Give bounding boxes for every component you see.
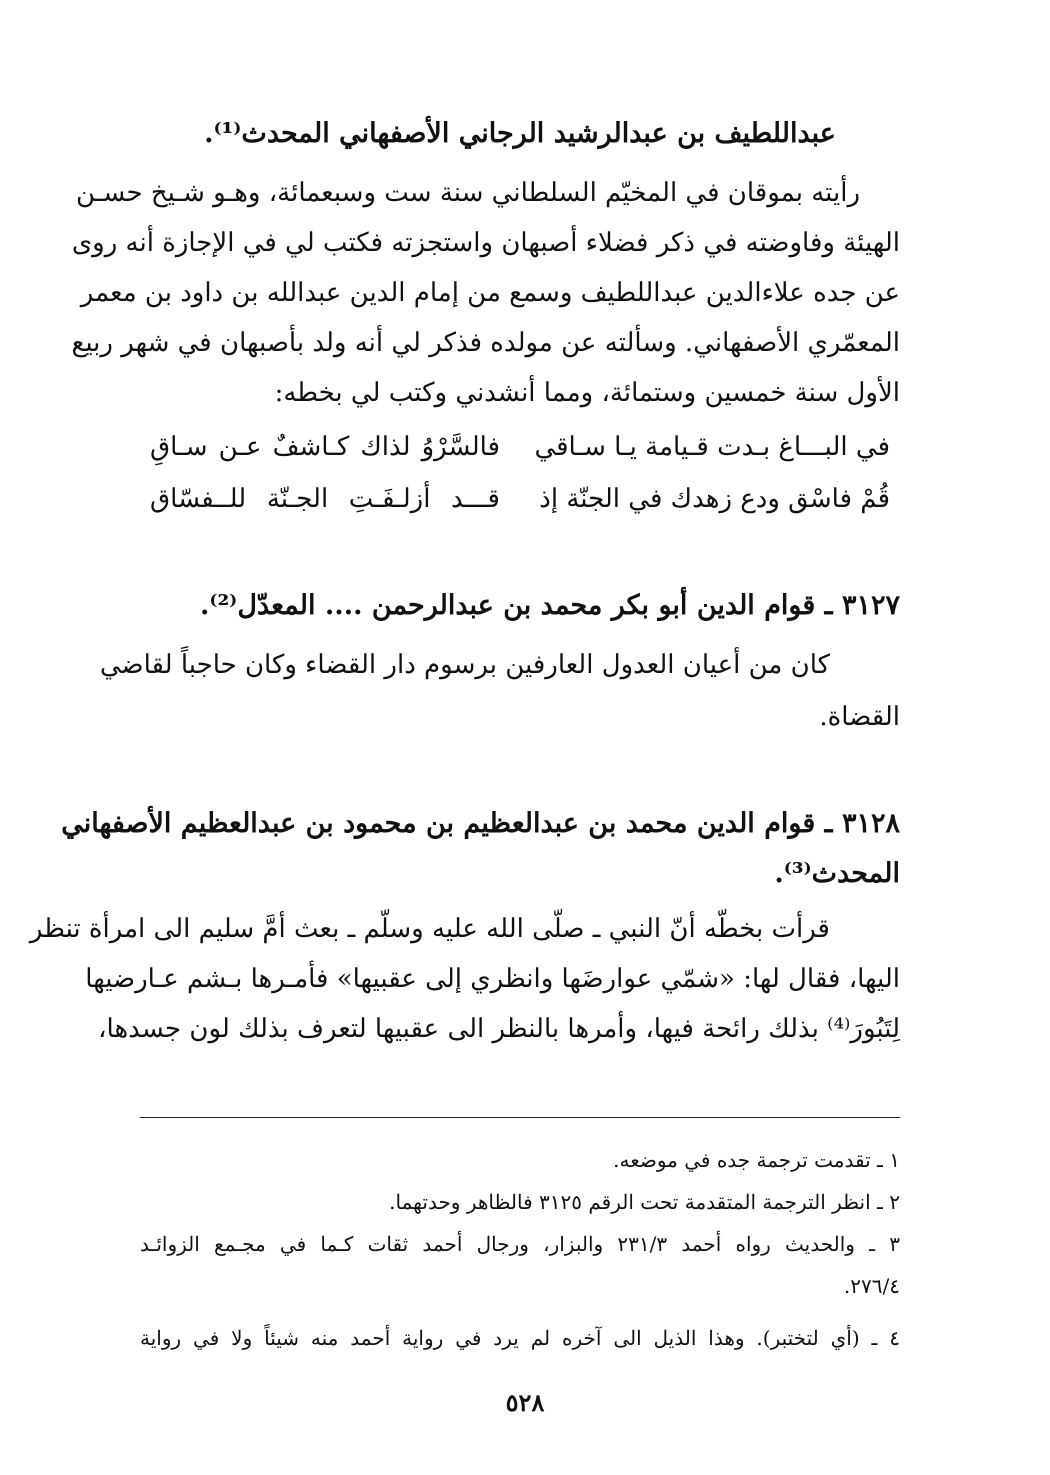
verse-row [150, 432, 890, 480]
verse-hemistich: قـــد أزلـفَـتِ الجـنّة للــفسّاق [150, 484, 500, 514]
paragraph-line: الأول سنة خمسين وستمائة، ومما أنشدني وكتب لي بخطه: [274, 378, 900, 408]
paragraph-line: الهيئة وفاوضته في ذكر فضلاء أصبهان واستجزته فكتب لي في الإجازة أنه روى [71, 228, 900, 258]
footnote-separator [140, 1117, 900, 1118]
paragraph-line: رأيته بموقان في المخيّم السلطاني سنة ست وسبعمائة، وهـو شـيخ حسـن [75, 178, 860, 208]
entry-heading: عبداللطيف بن عبدالرشيد الرجاني الأصفهاني المحدث⁽¹⁾. [204, 118, 836, 149]
page-number: ٥٢٨ [505, 1388, 545, 1417]
paragraph-line: عن جده علاءالدين عبداللطيف وسمع من إمام الدين عبدالله بن داود بن معمر [80, 278, 900, 308]
paragraph-line: لِتَبُورَ⁽⁴⁾ بذلك رائحة فيها، وأمرها بالنظر الى عقبيها لتعرف بذلك لون جسدها، [98, 1014, 900, 1044]
footnote: ١ ـ تقدمت ترجمة جده في موضعه. [613, 1148, 900, 1172]
verse-row [150, 484, 890, 532]
paragraph-line: المعمّري الأصفهاني. وسألته عن مولده فذكر لي أنه ولد بأصبهان في شهر ربيع [71, 328, 900, 358]
paragraph-line: قرأت بخطّه أنّ النبي ـ صلّى الله عليه وسلّم ـ بعث أمَّ سليم الى امرأة تنظر [29, 914, 830, 944]
paragraph-line: كان من أعيان العدول العارفين برسوم دار القضاء وكان حاجباً لقاضي [99, 650, 830, 680]
paragraph-line: اليها، فقال لها: «شمّي عوارضَها وانظري إلى عقبيها» فأمـرها بـشم عـارضيها [85, 964, 900, 994]
footnote: ٢٧٦/٤. [843, 1274, 900, 1298]
paragraph-line: القضاة. [819, 702, 900, 732]
verse-hemistich: في البـــاغ بـدت قـيامة يـا سـاقي [534, 432, 890, 462]
footnote: ٣ ـ والحديث رواه أحمد ٢٣١/٣ والبزار، ورجال أحمد ثقات كـما في مجـمع الزوائـد [140, 1232, 900, 1256]
verse-hemistich: قُمْ فاسْق ودع زهدك في الجنّة إذ [539, 484, 890, 514]
verse-hemistich: فالسَّرْوُ لذاك كـاشفٌ عـن سـاقِ [150, 432, 500, 462]
entry-heading: ٣١٢٧ ـ قوام الدين أبو بكر محمد بن عبدالرحمن .... المعدّل⁽²⁾. [200, 590, 900, 621]
entry-heading-continuation: المحدث⁽³⁾. [774, 858, 900, 889]
footnote: ٤ ـ (أي لتختبر). وهذا الذيل الى آخره لم يرد في رواية أحمد منه شيئاً ولا في رواية [140, 1326, 900, 1350]
entry-heading: ٣١٢٨ ـ قوام الدين محمد بن عبدالعظيم بن محمود بن عبدالعظيم الأصفهاني [61, 808, 900, 839]
footnote: ٢ ـ انظر الترجمة المتقدمة تحت الرقم ٣١٢٥ فالظاهر وحدتهما. [389, 1190, 900, 1214]
